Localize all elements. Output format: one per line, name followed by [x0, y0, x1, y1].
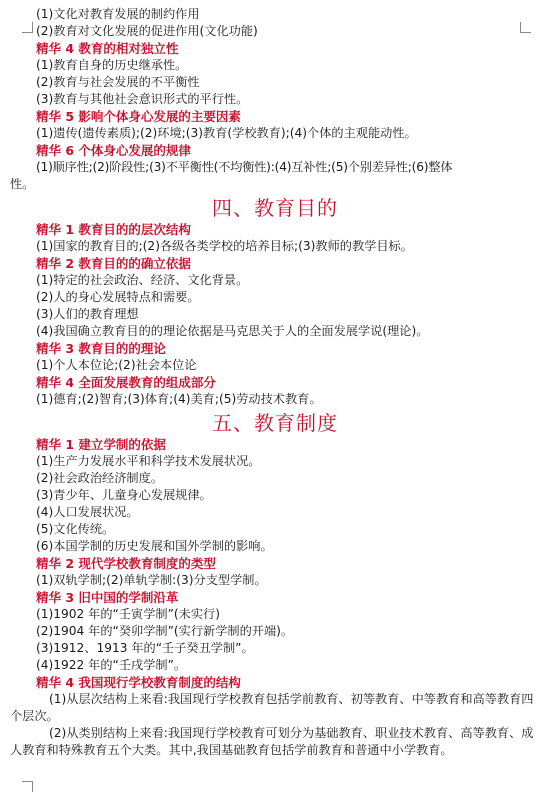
text-line: (3)人们的教育理想	[36, 307, 139, 321]
essence-heading: 精华 5 影响个体身心发展的主要因素	[36, 109, 241, 124]
essence-heading: 精华 3 教育目的的理论	[36, 341, 166, 356]
section-title: 五、教育制度	[212, 411, 338, 435]
essence-heading: 精华 2 现代学校教育制度的类型	[36, 556, 216, 571]
text-line: (4)人口发展状况。	[36, 505, 139, 519]
text-line: (2)教育对文化发展的促进作用(文化功能)	[36, 24, 258, 38]
essence-heading: 精华 3 旧中国的学制沿革	[36, 590, 179, 605]
text-line: (1)个人本位论;(2)社会本位论	[36, 358, 197, 372]
text-line: (6)本国学制的历史发展和国外学制的影响。	[36, 539, 273, 553]
crop-mark-bottom-left	[22, 781, 33, 792]
essence-heading: 精华 2 教育目的的确立依据	[36, 256, 191, 271]
text-line: (1)特定的社会政治、经济、文化背景。	[36, 273, 249, 287]
paragraph: (1)从层次结构上来看:我国现行学校教育包括学前教育、初等教育、中等教育和高等教育四个层次。	[10, 692, 534, 723]
text-line: (1)顺序性;(2)阶段性;(3)不平衡性(不均衡性):(4)互补性;(5)个别差异性;(6)整体	[36, 160, 453, 174]
document-page	[10, 6, 540, 759]
paragraph: (2)从类别结构上来看:我国现行学校教育可划分为基础教育、职业技术教育、高等教育、成人教育和特殊教育五个大类。其中,我国基础教育包括学前教育和普通中小学教育。	[10, 726, 534, 757]
text-line: (3)青少年、儿童身心发展规律。	[36, 488, 212, 502]
text-line: (1)生产力发展水平和科学技术发展状况。	[36, 454, 261, 468]
text-line: (1)教育自身的历史继承性。	[36, 58, 188, 72]
text-line: 性。	[10, 177, 35, 191]
text-line: (2)人的身心发展特点和需要。	[36, 290, 200, 304]
essence-heading: 精华 1 教育目的的层次结构	[36, 222, 191, 237]
text-line: (3)教育与其他社会意识形式的平行性。	[36, 92, 249, 106]
essence-heading: 精华 4 教育的相对独立性	[36, 41, 179, 56]
text-line: (1)德育;(2)智育;(3)体育;(4)美育;(5)劳动技术教育。	[36, 392, 322, 406]
text-line: (5)文化传统。	[36, 522, 115, 536]
text-line: (1)1902 年的“壬寅学制”(未实行)	[36, 607, 220, 621]
text-line: (1)双轨学制;(2)单轨学制:(3)分支型学制。	[36, 573, 267, 587]
essence-heading: 精华 4 全面发展教育的组成部分	[36, 375, 216, 390]
text-line: (4)我国确立教育目的的理论依据是马克思关于人的全面发展学说(理论)。	[36, 324, 429, 338]
essence-heading: 精华 6 个体身心发展的规律	[36, 143, 191, 158]
section-title: 四、教育目的	[212, 196, 338, 220]
text-line: (2)1904 年的“癸卯学制”(实行新学制的开端)。	[36, 624, 294, 638]
text-line: (2)社会政治经济制度。	[36, 471, 163, 485]
text-line: (1)国家的教育目的;(2)各级各类学校的培养目标;(3)教师的教学目标。	[36, 239, 413, 253]
text-line: (1)文化对教育发展的制约作用	[36, 7, 200, 21]
essence-heading: 精华 4 我国现行学校教育制度的结构	[36, 675, 241, 690]
essence-heading: 精华 1 建立学制的依据	[36, 437, 166, 452]
text-line: (3)1912、1913 年的“壬子癸丑学制”。	[36, 641, 254, 655]
text-line: (1)遗传(遗传素质);(2)环境;(3)教育(学校教育);(4)个体的主观能动性。	[36, 126, 417, 140]
text-line: (2)教育与社会发展的不平衡性	[36, 75, 200, 89]
text-line: (4)1922 年的“壬戌学制”。	[36, 658, 187, 672]
